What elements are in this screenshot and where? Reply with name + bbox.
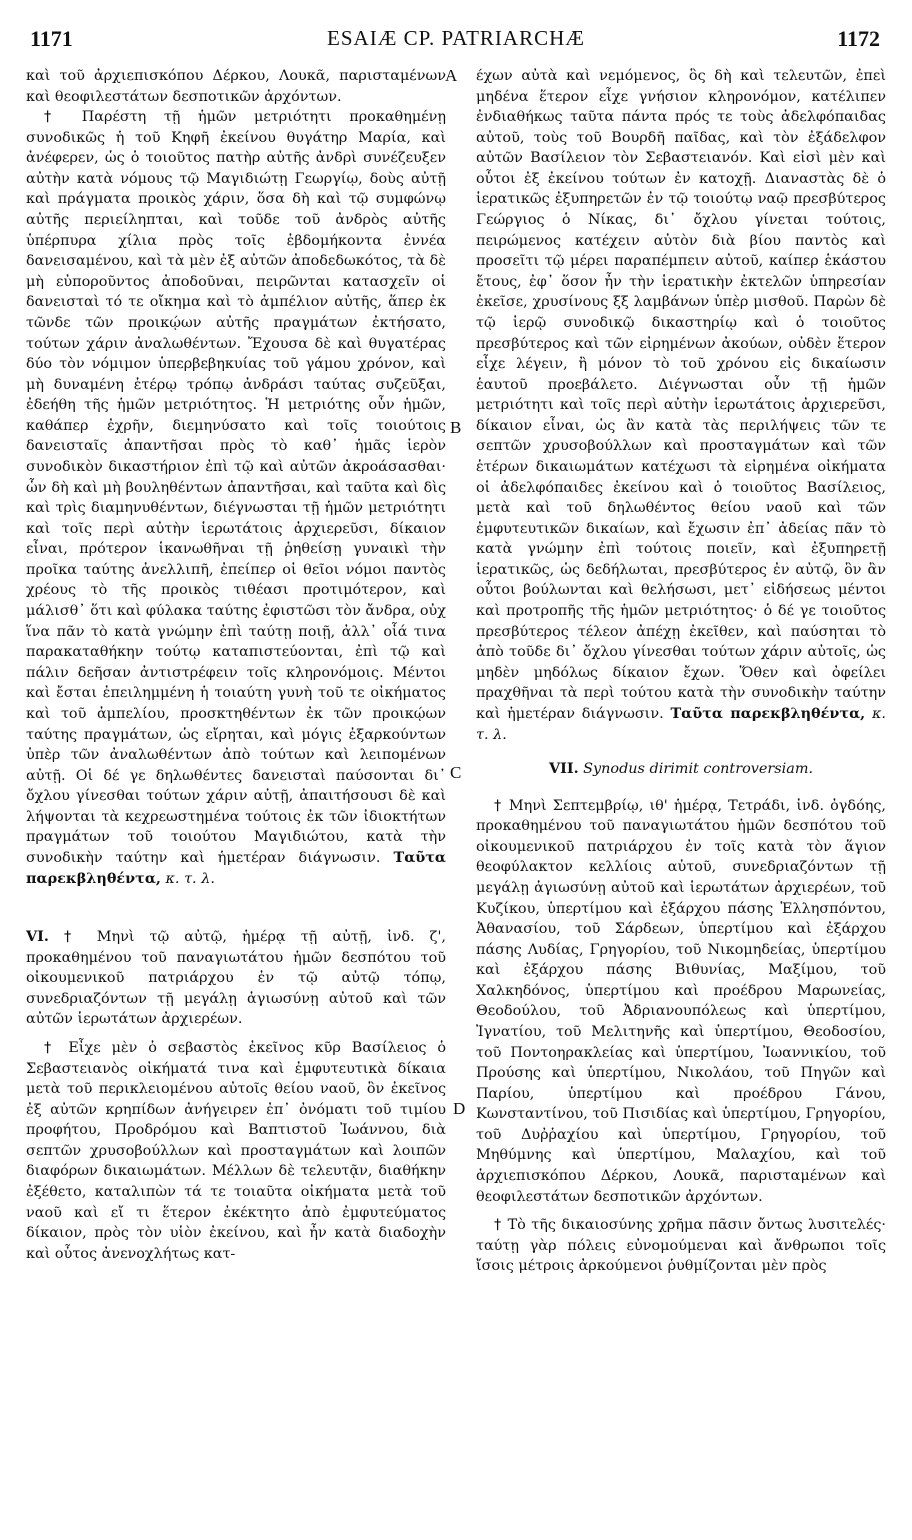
paragraph-text: Παρέστη τῇ ἡμῶν μετριότητι προκαθημένῃ συνοδικῶς ἡ τοῦ Κηφῆ ἐκείνου θυγάτηρ Μαρία, καὶ ἀνέφερεν, ὡς ὁ τοιοῦτος πατὴρ αὐτῆς ἀνδρὶ συνέζευξεν αὐτὴν κατὰ νόμους τῷ Μαγιδιώτῃ Γεωργίῳ, δοὺς αὐτῇ καὶ πράγματα προικὸς χάριν, ὅσα δὴ καὶ τῷ συμφώνῳ αὐτῆς περιείληπται, καὶ τοῦδε τοῦ ἀνδρὸς αὐτῆς ὑπέρπυρα χίλια πρὸς τοῖς ἑβδομήκοντα ἐννέα δανεισαμένου, καὶ τὰ μὲν ἐξ αὐτῶν ἀποδεδωκότος, τὰ δὲ μὴ εὐποροῦντος ἀποδοῦναι, πειρῶνται κατασχεῖν οἱ δανεισταὶ τό τε οἴκημα καὶ τὸ ἀμπέλιον αὐτῆς, ἅπερ ἐκ τῶνδε τῶν προικῴων αὐτῆς πραγμάτων ἐκτήσατο, τούτων χάριν ἀναλωθέντων. Ἔχουσα δὲ καὶ θυγατέρας δύο τὸν νόμιμον ὑπερβεβηκυίας τοῦ γάμου χρόνον, καὶ μὴ δυναμένη ἑτέρῳ τρόπῳ ἀνδράσι ταύτας συζεῦξαι, ἐδεήθη τῆς ἡμῶν μετριότητος. Ἡ μετριότης οὖν ἡμῶν, καθάπερ ἐχρῆν, διεμηνύσατο καὶ τοῖς τοιούτοις δανεισταῖς ἀπαντῆσαι πρὸς τὸ καθ᾽ ἡμᾶς ἱερὸν συνοδικὸν δικαστήριον ἐπὶ τῷ καὶ αὐτῶν ἀκροάσασθαι· ὧν δὴ καὶ μὴ βουληθέντων ἀπαντῆσαι, καὶ ταῦτα καὶ δὶς καὶ τρὶς διαμηνυθέντων, διέγνωσται τῇ ἡμῶν μετριότητι καὶ τοῖς περὶ αὐτὴν ἱερωτάτοις ἀρχιερεῦσι, δίκαιον εἶναι, πρότερον ἱκανωθῆναι τῇ ῥηθείσῃ γυναικὶ τὴν προῖκα ταύτης ἀνελλιπῆ, ἐπείπερ οἱ θεῖοι νόμοι παντὸς χρέους τὸ τῆς προικὸς τιθέασι προτιμότερον, καὶ μάλισθ᾽ ὅτι καὶ φύλακα ταύτης ἐφιστῶσι τὸν ἄνδρα, οὐχ ἵνα πᾶν τὸ κατὰ γνώμην ἐπὶ ταύτῃ ποιῇ, ἀλλ᾽ οἷά τινα παρακαταθήκην τούτῳ καταπιστεύονται, ἐπὶ τῷ καὶ πάλιν δεῆσαν ἀντιστρέφειν τοῖς κληρονόμοις. Μέντοι καὶ ἔσται ἐπειλημμένη ἡ τοιαύτη γυνὴ τοῦ τε οἰκήματος καὶ τοῦ ἀμπελίου, προσκτηθέντων ἐκ τῶν προικῴων ταύτης πραγμάτων, ὡς εἴρηται, καὶ μόγις ἐξαρκούντων ὑπὲρ τῶν ἀναλωθέντων ἀπὸ τούτων καὶ λειπομένων αὐτῇ. Οἱ δέ γε δηλωθέντες δανεισταὶ παύσονται δι᾽ ὄχλου γίνεσθαι τούτων χάριν αὐτῇ, ἀπαιτήσουσι δὲ καὶ λήψονται τὰ κεχρεωστημένα τούτοις ἐκ τῶν ἰδιοκτήτων πραγμάτων τοῦ τοιούτου Μαγιδιώτου, κατὰ τὴν συνοδικὴν ταύτην καὶ ἡμετέραν διάγνωσιν.: [26, 109, 446, 866]
cross-symbol: †: [63, 929, 82, 946]
closing-formula: Ταῦτα παρεκβληθέντα,: [26, 848, 447, 887]
section-number: VII.: [548, 760, 579, 778]
right-page-number: 1172: [837, 26, 880, 51]
margin-letter-b: B: [450, 418, 462, 437]
paragraph-text: Εἶχε μὲν ὁ σεβαστὸς ἐκεῖνος κῦρ Βασίλειος ὁ Σεβαστειανὸς οἰκήματά τινα καὶ ἐμφυτευτικὰ δίκαια μετὰ τοῦ περικλειομένου αὐτοῖς θείου ναοῦ, ὃν ἐκεῖνος ἐξ αὐτῶν κρηπίδων ἀνήγειρεν ἐπ᾽ ὀνόματι τοῦ τιμίου προφήτου, Προδρόμου καὶ Βαπτιστοῦ Ἰωάννου, διὰ σεπτῶν χρυσοβούλλων καὶ προσταγμάτων καὶ λοιπῶν διαφόρων δικαιωμάτων. Μέλλων δὲ τελευτᾷν, διαθήκην ἐξέθετο, καταλιπὼν τά τε τοιαῦτα οἰκήματα μετὰ τοῦ ναοῦ καὶ εἴ τι ἕτερον ἐκέκτητο ἀπὸ ἐμφυτεύματος δίκαιον, πρὸς τὸν υἱὸν ἐκείνου, καὶ ἦν κατὰ διαδοχὴν καὶ οὗτος ἀνενοχλήτως κατ-: [26, 1040, 446, 1262]
margin-letter-d: D: [453, 1099, 466, 1118]
paragraph-text: Τὸ τῆς δικαιοσύνης χρῆμα πᾶσιν ὄντως λυσιτελές· ταύτῃ γὰρ πόλεις εὐνομούμεναι καὶ ἄνθρωποι τοῖς ἴσοις μέτροις ἀρκούμενοι ῥυθμίζονται μὲν πρὸς: [476, 1217, 886, 1275]
left-column: [26, 66, 446, 1264]
paragraph-text: Μηνὶ τῷ αὐτῷ, ἡμέρᾳ τῇ αὐτῇ, ἰνδ. ζ', προκαθημένου τοῦ παναγιωτάτου ἡμῶν δεσπότου τοῦ οἰκουμενικοῦ πατριάρχου ἐν τῷ αὐτῷ τόπῳ, συνεδριαζόντων τῇ μεγάλῃ ἁγιωσύνῃ αὐτοῦ καὶ τῶν αὐτῶν ἱερωτάτων ἀρχιερέων.: [26, 929, 447, 1028]
section-heading: [476, 759, 886, 780]
paragraph-text: έχων αὐτὰ καὶ νεμόμενος, ὃς δὴ καὶ τελευτῶν, ἐπεὶ μηδένα ἕτερον εἶχε γνήσιον κληρονόμον, κατέλιπεν ἐνδιαθήκως ταῦτα πάντα πρός τε τοὺς ἀδελφόπαιδας αὐτοῦ, τοὺς τοῦ Βουρδῆ παῖδας, καὶ τὸν ἐξάδελφον αὐτῶν Βασίλειον τὸν Σεβαστειανόν. Καὶ εἰσὶ μὲν καὶ οὗτοι ἐξ ἐκείνου τούτων ἐν κατοχῇ. Διαναστὰς δὲ ὁ ἱερατικῶς ἐξυπηρετῶν ἐν τῷ τοιούτῳ ναῷ πρεσβύτερος Γεώργιος ὁ Νίκας, δι᾽ ὄχλου γίνεται τούτοις, πειρώμενος κατέχειν αὐτὸν διὰ βίου παντὸς καὶ προσεῖτι τῷ μέρει παραπέμπειν αὐτοῦ, καίπερ ἑκάστου ἔτους, ἐφ᾽ ὅσον ἦν τὴν ἱερατικὴν ἐκτελῶν ὑπηρεσίαν ἐκεῖσε, χρυσίνους ξξ λαμβάνων ὑπὲρ μισθοῦ. Παρὼν δὲ τῷ ἱερῷ συνοδικῷ δικαστηρίῳ καὶ ὁ τοιοῦτος πρεσβύτερος καὶ τῶν εἰρημένων ἀκούων, οὐδὲν ἕτερον εἶχε λέγειν, ἢ μόνον τὸ τοῦ χρόνου εἰς δικαίωσιν ἑαυτοῦ προεβάλετο. Διέγνωσται οὖν τῇ ἡμῶν μετριότητι καὶ τοῖς περὶ αὐτὴν ἱερωτάτοις ἀρχιερεῦσι, δίκαιον εἶναι, ὡς ἂν κατὰ τὰς περιλήψεις τῶν τε σεπτῶν χρυσοβούλλων καὶ προσταγμάτων καὶ τῶν ἑτέρων δικαιωμάτων κατέχωσι τὰ εἰρημένα οἰκήματα οἱ ἀδελφόπαιδες ἐκείνου καὶ ὁ τοιοῦτος Βασίλειος, μετὰ καὶ τοῦ δηλωθέντος θείου ναοῦ καὶ τῶν ἐμφυτευτικῶν δικαίων, καὶ ἔχωσιν ἐπ᾽ ἀδείας πᾶν τὸ κατὰ γνώμην ἐπὶ τούτοις ποιεῖν, καὶ ἐξυπηρετῇ ἱερατικῶς, ὡς δεδήλωται, πρεσβύτερος ἐν αὐτῷ, ὃν ἂν οὗτοι βούλωνται καὶ θελήσωσι, μετ᾽ εἰδήσεως μέντοι καὶ προτροπῆς τῆς ἡμῶν μετριότητος· ὁ δέ γε τοιοῦτος πρεσβύτερος τέλεον ἀπέχῃ ἐκεῖθεν, καὶ παύσηται τὸ ἀπὸ τοῦδε δι᾽ ὄχλου γίνεσθαι τούτων χάριν αὐτοῖς, ὡς μηδὲν μηδόλως δίκαιον ἔχων. Ὅθεν καὶ ὀφείλει πραχθῆναι τὰ περὶ τούτου κατὰ τὴν συνοδικὴν ταύτην καὶ ἡμετέραν διάγνωσιν.: [476, 68, 886, 722]
running-header: [0, 20, 912, 60]
margin-letter-a: A: [445, 66, 458, 85]
closing-formula: Ταῦτα παρεκβληθέντα,: [670, 704, 866, 722]
section-heading-text: Synodus dirimit controversiam.: [583, 761, 814, 778]
section-number: VI.: [26, 928, 49, 946]
right-column: [476, 66, 886, 1277]
paragraph: [26, 1038, 446, 1264]
margin-letter-c: C: [450, 763, 462, 782]
cross-symbol: †: [44, 109, 65, 126]
paragraph: [26, 66, 446, 107]
paragraph: [476, 1215, 886, 1277]
paragraph-text: Μηνὶ Σεπτεμβρίῳ, ιθ' ἡμέρᾳ, Τετράδι, ἰνδ. ὀγδόης, προκαθημένου τοῦ παναγιωτάτου ἡμῶν δεσπότου τοῦ οἰκουμενικοῦ πατριάρχου ἐν τοῖς κατὰ τὸν ἅγιον θεοφύλακτον κελλίοις αὐτοῦ, συνεδριαζόντων τῇ μεγάλῃ ἁγιωσύνῃ αὐτοῦ καὶ ἱερωτάτων ἀρχιερέων, τοῦ Κυζίκου, ὑπερτίμου καὶ ἐξάρχου πάσης Ἑλλησπόντου, Ἀθανασίου, τοῦ Σάρδεων, ὑπερτίμου καὶ ἐξάρχου πάσης Λυδίας, Γρηγορίου, τοῦ Νικομηδείας, ὑπερτίμου καὶ ἐξάρχου πάσης Βιθυνίας, Μαξίμου, τοῦ Χαλκηδόνος, ὑπερτίμου καὶ προέδρου Μαρωνείας, Θεοδούλου, τοῦ Ἀδριανουπόλεως καὶ ὑπερτίμου, Ἰγνατίου, τοῦ Μελιτηνῆς καὶ ὑπερτίμου, Θεοδοσίου, τοῦ Ποντοηρακλείας καὶ ὑπερτίμου, Ἰωαννικίου, τοῦ Προύσης καὶ ὑπερτίμου, Νικολάου, τοῦ Πηγῶν καὶ Παρίου, ὑπερτίμου καὶ προέδρου Γάνου, Κωνσταντίνου, τοῦ Πισιδίας καὶ ὑπερτίμου, Γρηγορίου, τοῦ Δυῤῥαχίου καὶ ὑπερτίμου, Γρηγορίου, τοῦ Μηθύμνης καὶ ὑπερτίμου, Μαλαχίου, καὶ τοῦ ἀρχιεπισκόπου Δέρκου, Λουκᾶ, παρισταμένων καὶ θεοφιλεστάτων δεσποτικῶν ἀρχόντων.: [476, 797, 886, 1205]
etc-abbreviation: κ. τ. λ.: [165, 870, 215, 887]
paragraph-text: καὶ τοῦ ἀρχιεπισκόπου Δέρκου, Λουκᾶ, παρισταμένων καὶ θεοφιλεστάτων δεσποτικῶν ἀρχόντων.: [26, 68, 446, 105]
cross-symbol: †: [494, 1217, 503, 1234]
cross-symbol: †: [44, 1040, 58, 1057]
cross-symbol: †: [494, 797, 503, 814]
paragraph: [26, 107, 446, 889]
paragraph: [26, 927, 446, 1030]
etc-abbreviation: κ. τ. λ.: [476, 705, 886, 743]
running-title: ESAIÆ CP. PATRIARCHÆ: [327, 26, 585, 50]
left-page-number: 1171: [30, 26, 73, 51]
paragraph: [476, 796, 886, 1208]
paragraph: [476, 66, 886, 745]
